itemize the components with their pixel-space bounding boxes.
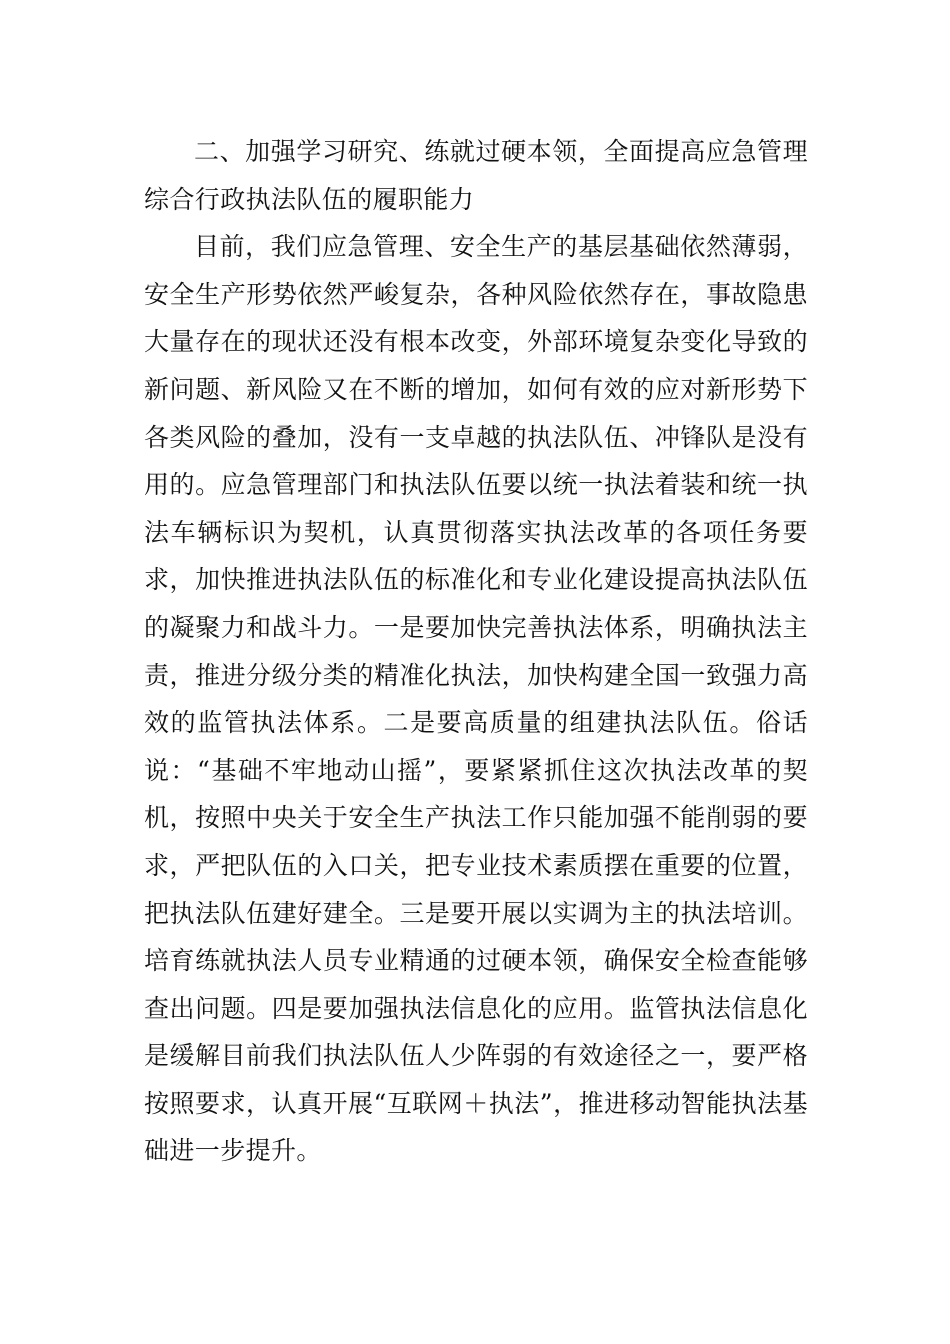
section-heading: 二、加强学习研究、练就过硬本领，全面提高应急管理综合行政执法队伍的履职能力 [144,137,808,214]
body-paragraph: 目前，我们应急管理、安全生产的基层基础依然薄弱，安全生产形势依然严峻复杂，各种风险依然存在，事故隐患大量存在的现状还没有根本改变，外部环境复杂变化导致的新问题、新风险又在不断的增加，如何有效的应对新形势下各类风险的叠加，没有一支卓越的执法队伍、冲锋队是没有用的。应急管理部门和执法队伍要以统一执法着装和统一执法车辆标识为契机，认真贯彻落实执法改革的各项任务要求，加快推进执法队伍的标准化和专业化建设提高执法队伍的凝聚力和战斗力。一是要加快完善执法体系，明确执法主责，推进分级分类的精准化执法，加快构建全国一致强力高效的监管执法体系。二是要高质量的组建执法队伍。俗话说：“基础不牢地动山摇”，要紧紧抓住这次执法改革的契机，按照中央关于安全生产执法工作只能加强不能削弱的要求，严把队伍的入口关，把专业技术素质摆在重要的位置，把执法队伍建好建全。三是要开展以实调为主的执法培训。培育练就执法人员专业精通的过硬本领，确保安全检查能够查出问题。四是要加强执法信息化的应用。监管执法信息化是缓解目前我们执法队伍人少阵弱的有效途径之一，要严格按照要求，认真开展“互联网＋执法”，推进移动智能执法基础进一步提升。 [144,232,808,1166]
document-content [144,128,808,1175]
